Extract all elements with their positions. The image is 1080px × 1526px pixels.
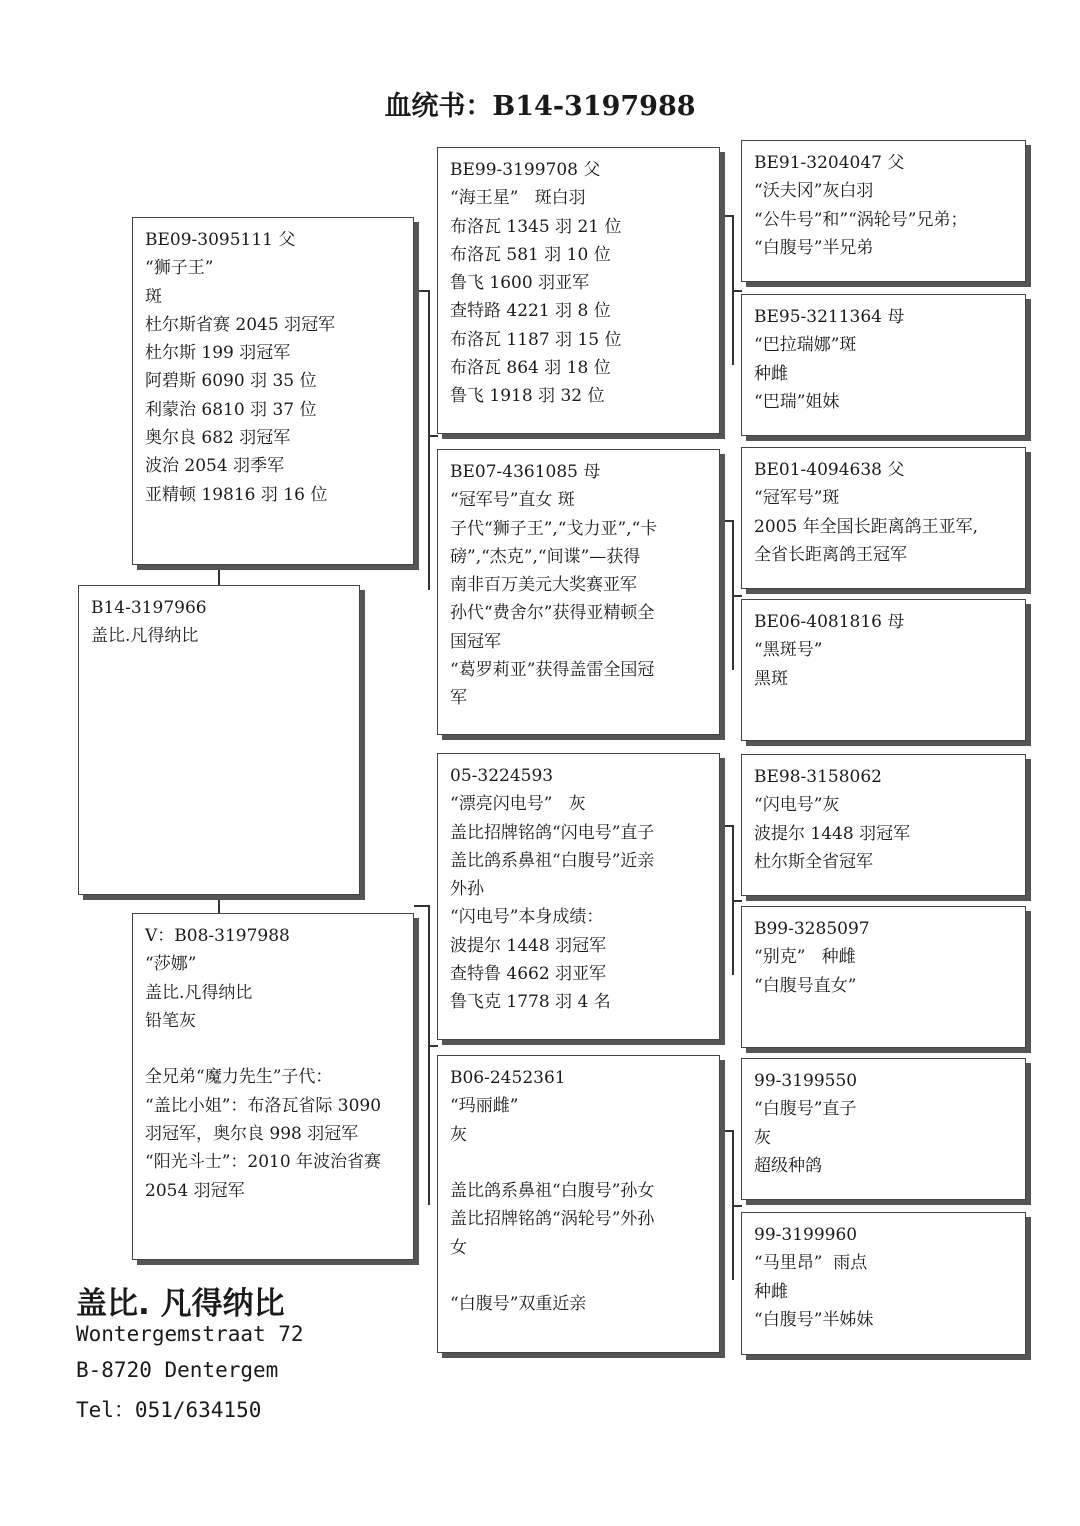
breeder-tel: Tel：051/634150 <box>76 1398 262 1422</box>
pedigree-line: B14-3197966 <box>91 598 207 618</box>
connector <box>732 1205 742 1207</box>
pedigree-line <box>450 1149 709 1177</box>
pedigree-line: “葛罗莉亚”获得盖雷全国冠 <box>450 660 655 681</box>
pedigree-line: 羽冠军，奥尔良 998 羽冠军 <box>145 1124 359 1145</box>
connector <box>428 435 438 437</box>
pedigree-line: 种雌 <box>754 1281 788 1302</box>
pedigree-line: 杜尔斯全省冠军 <box>754 851 873 872</box>
pedigree-line: 孙代“费舍尔”获得亚精顿全 <box>450 603 655 624</box>
dam-box <box>132 913 414 1260</box>
pedigree-line: “闪电号”灰 <box>754 795 840 816</box>
pedigree-line: 外孙 <box>450 879 484 900</box>
pedigree-line: “马里昂” 雨点 <box>754 1253 868 1274</box>
pedigree-line: “海王星” 斑白羽 <box>450 188 586 209</box>
great-grandparent-5-box <box>741 754 1026 896</box>
pedigree-line: “别克” 种雌 <box>754 947 856 968</box>
pedigree-line: 国冠军 <box>450 631 501 652</box>
connector <box>428 905 430 1205</box>
breeder-street: Wontergemstraat 72 <box>76 1322 304 1346</box>
pedigree-line: 杜尔斯省赛 2045 羽冠军 <box>145 314 336 335</box>
pedigree-line: 女 <box>450 1237 467 1258</box>
pedigree-line: “闪电号”本身成绩： <box>450 907 604 928</box>
pedigree-line: 盖比.凡得纳比 <box>91 626 199 647</box>
connector <box>732 900 742 902</box>
great-grandparent-6-box <box>741 906 1026 1048</box>
pedigree-line <box>145 1035 403 1063</box>
pedigree-line: 盖比鸽系鼻祖“白腹号”孙女 <box>450 1181 655 1202</box>
pedigree-line: “冠军号”斑 <box>754 488 840 509</box>
pedigree-line: 铅笔灰 <box>145 1010 196 1031</box>
breeder-city: B-8720 Dentergem <box>76 1358 279 1382</box>
pedigree-line: 鲁飞 1918 羽 32 位 <box>450 386 605 407</box>
pedigree-line: 亚精顿 19816 羽 16 位 <box>145 484 328 505</box>
great-grandparent-2-box <box>741 294 1026 436</box>
pedigree-line: “白腹号直女” <box>754 975 857 996</box>
pedigree-line: “盖比小姐”：布洛瓦省际 3090 <box>145 1095 382 1116</box>
pedigree-line: 99-3199550 <box>754 1071 858 1091</box>
dam-sire-box <box>437 753 720 1040</box>
pedigree-line: 南非百万美元大奖赛亚军 <box>450 575 637 596</box>
pedigree-line: 盖比.凡得纳比 <box>145 982 253 1003</box>
pedigree-line: 奥尔良 682 羽冠军 <box>145 428 291 449</box>
connector <box>720 1130 732 1132</box>
connector <box>732 290 742 292</box>
pedigree-line <box>450 1262 709 1290</box>
pedigree-line: BE95-3211364 母 <box>754 307 905 327</box>
pedigree-line: 2054 羽冠军 <box>145 1180 245 1201</box>
pedigree-line: “巴瑞”姐妹 <box>754 391 840 412</box>
connector <box>720 215 732 217</box>
sire-sire-box <box>437 147 720 434</box>
pedigree-line: 波提尔 1448 羽冠军 <box>754 823 911 844</box>
pedigree-line: 布洛瓦 864 羽 18 位 <box>450 358 611 379</box>
pedigree-line: B06-2452361 <box>450 1068 566 1088</box>
pedigree-line: “漂亮闪电号” 灰 <box>450 794 586 815</box>
pedigree-line: V：B08-3197988 <box>145 926 290 946</box>
pedigree-line: 波治 2054 羽季军 <box>145 456 285 477</box>
pedigree-line: BE98-3158062 <box>754 767 882 787</box>
great-grandparent-7-box <box>741 1058 1026 1200</box>
pedigree-line: 布洛瓦 581 羽 10 位 <box>450 244 611 265</box>
great-grandparent-1-box <box>741 140 1026 282</box>
dam-dam-box <box>437 1055 720 1353</box>
pedigree-line: 鲁飞克 1778 羽 4 名 <box>450 992 611 1013</box>
pedigree-line: 超级种鸽 <box>754 1155 822 1176</box>
pedigree-line: 布洛瓦 1345 羽 21 位 <box>450 216 622 237</box>
great-grandparent-3-box <box>741 447 1026 589</box>
pedigree-line: 盖比招牌铭鸽“闪电号”直子 <box>450 822 655 843</box>
pedigree-line: “沃夫冈”灰白羽 <box>754 181 874 202</box>
connector <box>414 290 428 292</box>
pedigree-line: “白腹号”半姊妹 <box>754 1309 874 1330</box>
connector <box>720 520 732 522</box>
sire-box <box>132 217 414 565</box>
pigeon-box <box>78 585 360 895</box>
pedigree-line: BE91-3204047 父 <box>754 153 905 173</box>
sire-dam-box <box>437 449 720 735</box>
pedigree-line: BE09-3095111 父 <box>145 230 296 250</box>
pedigree-line: 05-3224593 <box>450 766 554 786</box>
pedigree-line: 全省长距离鸽王冠军 <box>754 544 907 565</box>
pedigree-line: 2005 年全国长距离鸽王亚军, <box>754 516 979 537</box>
pedigree-line: 杜尔斯 199 羽冠军 <box>145 343 291 364</box>
great-grandparent-4-box <box>741 599 1026 741</box>
pedigree-line: 种雌 <box>754 363 788 384</box>
pedigree-line: “公牛号”和”“涡轮号”兄弟； <box>754 209 968 230</box>
pedigree-line: 99-3199960 <box>754 1225 858 1245</box>
pedigree-line: 黑斑 <box>754 668 788 689</box>
page-title: 血统书：B14-3197988 <box>384 91 696 122</box>
pedigree-line: 利蒙治 6810 羽 37 位 <box>145 399 317 420</box>
pedigree-line: B99-3285097 <box>754 919 870 939</box>
connector <box>218 895 220 913</box>
pedigree-line: 灰 <box>450 1124 467 1145</box>
pedigree-line: 全兄弟“魔力先生”子代： <box>145 1067 333 1088</box>
pedigree-line: 军 <box>450 688 467 709</box>
connector <box>218 565 220 585</box>
pedigree-line: 波提尔 1448 羽冠军 <box>450 935 607 956</box>
connector <box>732 595 742 597</box>
great-grandparent-8-box <box>741 1212 1026 1355</box>
connector <box>428 1045 438 1047</box>
connector <box>414 905 428 907</box>
pedigree-line: 斑 <box>145 286 162 307</box>
pedigree-line: “冠军号”直女 斑 <box>450 490 575 511</box>
pedigree-line: “玛丽雌” <box>450 1096 519 1117</box>
pedigree-line: BE06-4081816 母 <box>754 612 905 632</box>
pedigree-line: “阳光斗士”：2010 年波治省赛 <box>145 1152 382 1173</box>
pedigree-line: 查特鲁 4662 羽亚军 <box>450 964 607 985</box>
pedigree-line: “白腹号”双重近亲 <box>450 1294 587 1315</box>
pedigree-line: “白腹号”直子 <box>754 1099 857 1120</box>
pedigree-line: 布洛瓦 1187 羽 15 位 <box>450 329 622 350</box>
pedigree-line: BE07-4361085 母 <box>450 462 601 482</box>
breeder-name: 盖比. 凡得纳比 <box>76 1286 285 1322</box>
pedigree-line: BE01-4094638 父 <box>754 460 905 480</box>
pedigree-line: 鲁飞 1600 羽亚军 <box>450 273 590 294</box>
pedigree-line: “巴拉瑞娜”斑 <box>754 335 857 356</box>
pedigree-line: “黑斑号” <box>754 640 823 661</box>
pedigree-line: 子代“狮子王”,“戈力亚”,“卡 <box>450 518 658 539</box>
pedigree-line: 查特路 4221 羽 8 位 <box>450 301 611 322</box>
pedigree-line: “狮子王” <box>145 258 214 279</box>
pedigree-line: BE99-3199708 父 <box>450 160 601 180</box>
connector <box>428 290 430 590</box>
connector <box>720 825 732 827</box>
pedigree-line: 盖比招牌铭鸽“涡轮号”外孙 <box>450 1209 655 1230</box>
pedigree-line: “莎娜” <box>145 954 197 975</box>
pedigree-line: 阿碧斯 6090 羽 35 位 <box>145 371 317 392</box>
pedigree-line: 灰 <box>754 1127 771 1148</box>
pedigree-line: 磅”,“杰克”,“间谍”—获得 <box>450 546 641 567</box>
pedigree-line: 盖比鸽系鼻祖“白腹号”近亲 <box>450 850 655 871</box>
pedigree-line: “白腹号”半兄弟 <box>754 237 874 258</box>
